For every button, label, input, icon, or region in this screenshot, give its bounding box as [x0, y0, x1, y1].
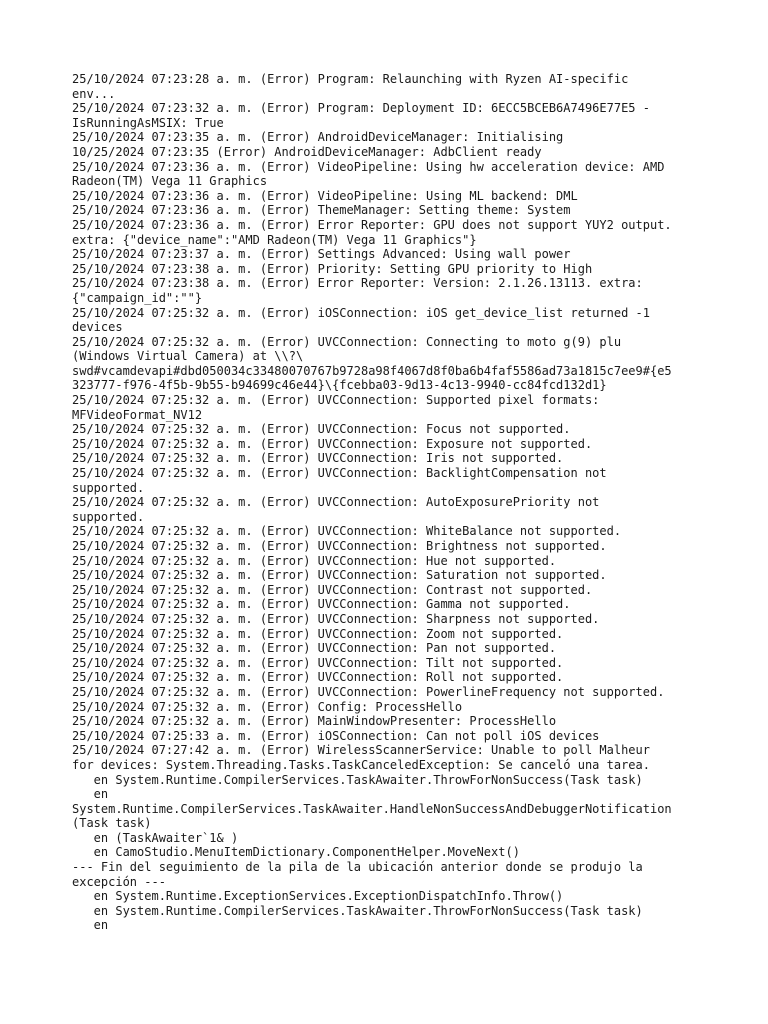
- log-line: --- Fin del seguimiento de la pila de la ubicación anterior donde se produjo la: [72, 860, 643, 875]
- log-line: 25/10/2024 07:25:32 a. m. (Error) UVCConnection: Supported pixel formats:: [72, 393, 600, 408]
- log-line: en (TaskAwaiter`1& ): [72, 830, 239, 845]
- log-line: en CamoStudio.MenuItemDictionary.ComponentHelper.MoveNext(): [72, 845, 520, 860]
- log-line: 25/10/2024 07:25:32 a. m. (Error) UVCConnection: Gamma not supported.: [72, 597, 571, 612]
- log-line: 25/10/2024 07:23:38 a. m. (Error) Priority: Setting GPU priority to High: [72, 261, 593, 276]
- log-line: 25/10/2024 07:27:42 a. m. (Error) WirelessScannerService: Unable to poll Malheur: [72, 743, 650, 758]
- log-line: env...: [72, 86, 116, 101]
- log-line: 25/10/2024 07:23:32 a. m. (Error) Program: Deployment ID: 6ECC5BCEB6A7496E77E5 -: [72, 101, 650, 116]
- log-line: en: [72, 918, 109, 933]
- log-document: [72, 72, 712, 933]
- log-line: 25/10/2024 07:25:32 a. m. (Error) Config: ProcessHello: [72, 699, 463, 714]
- log-line: extra: {"device_name":"AMD Radeon(TM) Vega 11 Graphics"}: [72, 232, 477, 247]
- log-line: 25/10/2024 07:23:36 a. m. (Error) Error Reporter: GPU does not support YUY2 output.: [72, 217, 672, 232]
- log-line: excepción ---: [72, 874, 166, 889]
- log-line: System.Runtime.CompilerServices.TaskAwaiter.HandleNonSuccessAndDebuggerNotification: [72, 801, 672, 816]
- log-line: en System.Runtime.CompilerServices.TaskAwaiter.ThrowForNonSuccess(Task task): [72, 772, 643, 787]
- log-line: supported.: [72, 509, 145, 524]
- log-line: 25/10/2024 07:25:32 a. m. (Error) UVCConnection: Zoom not supported.: [72, 626, 564, 641]
- log-line: 25/10/2024 07:25:32 a. m. (Error) UVCConnection: Tilt not supported.: [72, 655, 564, 670]
- log-line: devices: [72, 320, 123, 335]
- log-line: 25/10/2024 07:25:32 a. m. (Error) UVCConnection: PowerlineFrequency not supported.: [72, 684, 665, 699]
- log-line: 25/10/2024 07:23:36 a. m. (Error) VideoPipeline: Using hw acceleration device: AMD: [72, 159, 665, 174]
- log-line: Radeon(TM) Vega 11 Graphics: [72, 174, 268, 189]
- log-line: 25/10/2024 07:25:32 a. m. (Error) UVCConnection: WhiteBalance not supported.: [72, 524, 622, 539]
- log-line: 323777-f976-4f5b-9b55-b94699c46e44}\{fcebba03-9d13-4c13-9940-cc84fcd132d1}: [72, 378, 607, 393]
- log-line: 25/10/2024 07:25:32 a. m. (Error) UVCConnection: Focus not supported.: [72, 422, 571, 437]
- log-line: 25/10/2024 07:25:32 a. m. (Error) UVCConnection: AutoExposurePriority not: [72, 495, 600, 510]
- log-line: 25/10/2024 07:25:32 a. m. (Error) UVCConnection: Connecting to moto g(9) plu: [72, 334, 622, 349]
- log-line: (Windows Virtual Camera) at \\?\: [72, 349, 304, 364]
- log-line: 25/10/2024 07:23:35 a. m. (Error) AndroidDeviceManager: Initialising: [72, 130, 564, 145]
- log-line: IsRunningAsMSIX: True: [72, 115, 224, 130]
- log-line: 25/10/2024 07:25:32 a. m. (Error) UVCConnection: Contrast not supported.: [72, 582, 593, 597]
- log-line: en System.Runtime.CompilerServices.TaskAwaiter.ThrowForNonSuccess(Task task): [72, 903, 643, 918]
- log-line: 25/10/2024 07:23:38 a. m. (Error) Error Reporter: Version: 2.1.26.13113. extra:: [72, 276, 643, 291]
- log-line: (Task task): [72, 816, 152, 831]
- log-line: 10/25/2024 07:23:35 (Error) AndroidDeviceManager: AdbClient ready: [72, 144, 542, 159]
- log-line: 25/10/2024 07:25:32 a. m. (Error) UVCConnection: Saturation not supported.: [72, 568, 607, 583]
- log-line: 25/10/2024 07:25:32 a. m. (Error) UVCConnection: Hue not supported.: [72, 553, 557, 568]
- log-line: 25/10/2024 07:25:32 a. m. (Error) UVCConnection: Brightness not supported.: [72, 539, 607, 553]
- log-line: 25/10/2024 07:25:32 a. m. (Error) iOSConnection: iOS get_device_list returned -1: [72, 305, 650, 320]
- log-line: 25/10/2024 07:25:32 a. m. (Error) UVCConnection: Sharpness not supported.: [72, 611, 600, 626]
- log-line: swd#vcamdevapi#dbd050034c33480070767b9728a98f4067d8f0ba6b4faf5586ad73a1815c7ee9#{e5: [72, 363, 672, 378]
- log-line: {"campaign_id":""}: [72, 290, 203, 305]
- log-line: 25/10/2024 07:25:32 a. m. (Error) UVCConnection: Pan not supported.: [72, 641, 557, 656]
- log-line: 25/10/2024 07:25:32 a. m. (Error) MainWindowPresenter: ProcessHello: [72, 714, 557, 729]
- log-line: 25/10/2024 07:25:32 a. m. (Error) UVCConnection: Exposure not supported.: [72, 436, 593, 451]
- log-line: supported.: [72, 480, 145, 495]
- log-line: 25/10/2024 07:23:36 a. m. (Error) ThemeManager: Setting theme: System: [72, 203, 571, 218]
- log-line: 25/10/2024 07:25:32 a. m. (Error) UVCConnection: Iris not supported.: [72, 451, 564, 466]
- log-line: 25/10/2024 07:23:28 a. m. (Error) Program: Relaunching with Ryzen AI-specific: [72, 72, 629, 86]
- log-line: 25/10/2024 07:23:37 a. m. (Error) Settings Advanced: Using wall power: [72, 247, 571, 262]
- log-line: MFVideoFormat_NV12: [72, 407, 203, 422]
- log-line: 25/10/2024 07:23:36 a. m. (Error) VideoPipeline: Using ML backend: DML: [72, 188, 578, 203]
- log-line: en: [72, 787, 109, 802]
- log-line: for devices: System.Threading.Tasks.TaskCanceledException: Se canceló una tarea.: [72, 757, 650, 772]
- log-line: 25/10/2024 07:25:33 a. m. (Error) iOSConnection: Can not poll iOS devices: [72, 728, 600, 743]
- log-line: 25/10/2024 07:25:32 a. m. (Error) UVCConnection: BacklightCompensation not: [72, 466, 607, 481]
- log-line: en System.Runtime.ExceptionServices.ExceptionDispatchInfo.Throw(): [72, 889, 564, 904]
- log-line: 25/10/2024 07:25:32 a. m. (Error) UVCConnection: Roll not supported.: [72, 670, 564, 685]
